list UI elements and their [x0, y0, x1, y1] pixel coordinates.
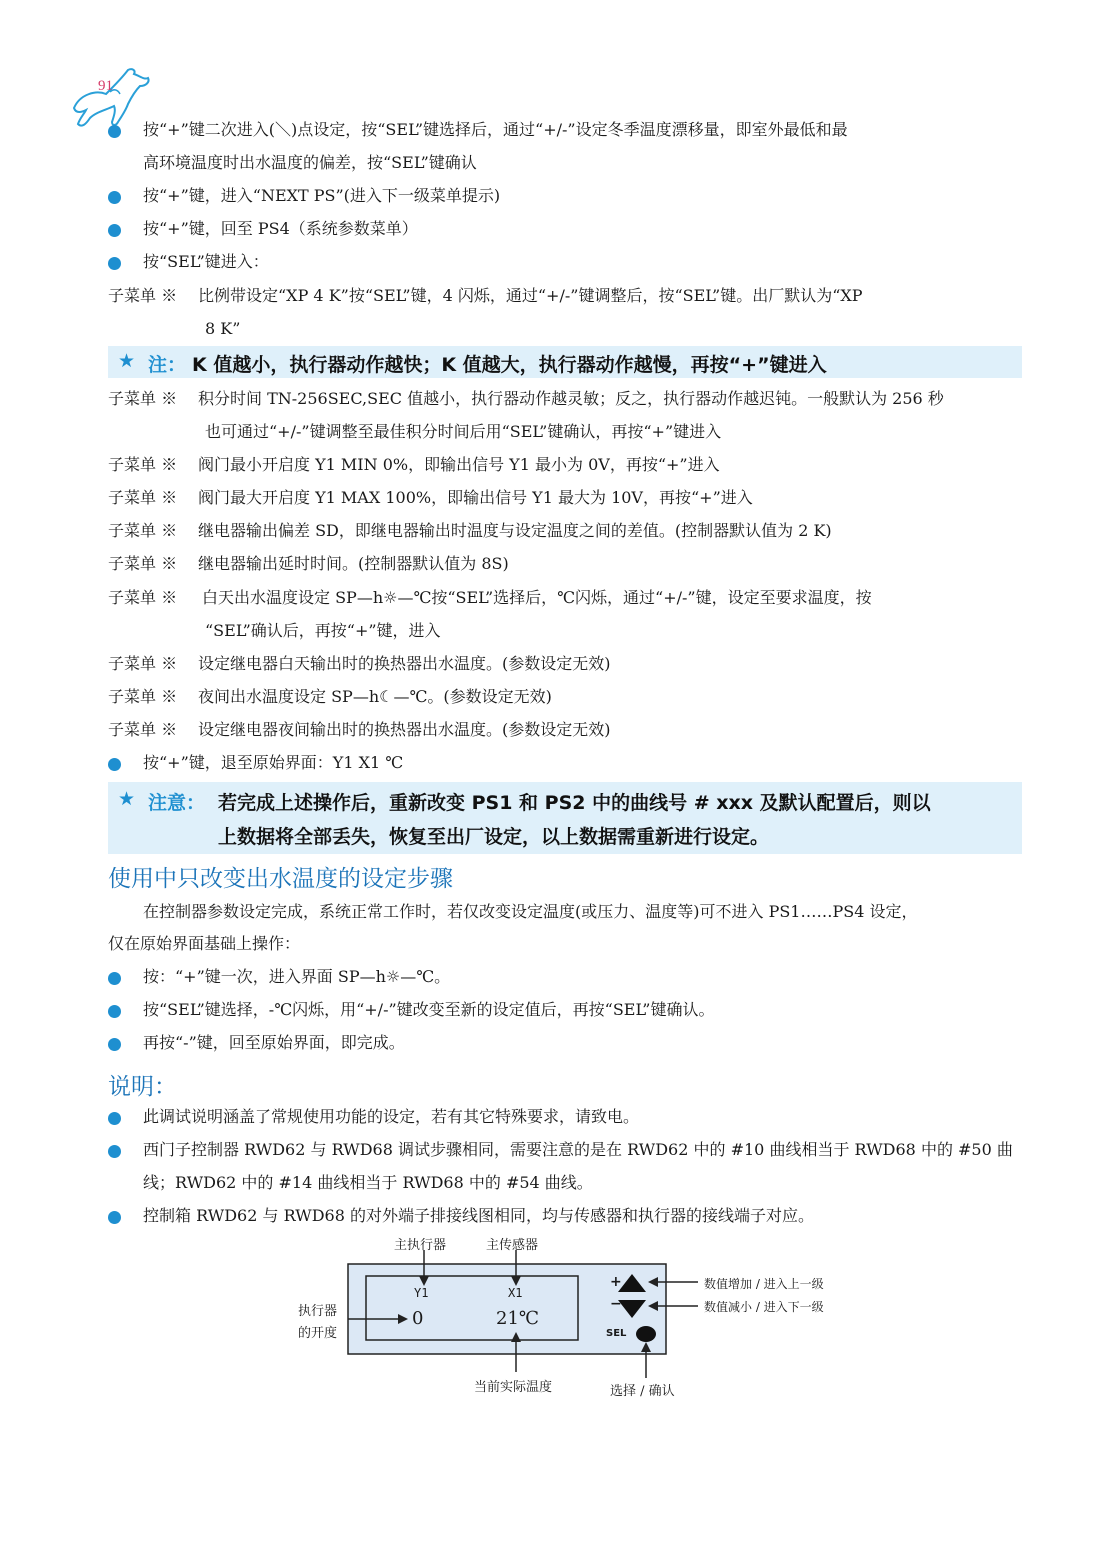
submenu-prefix: 子菜单 ※ [108, 554, 178, 573]
label-opening-2: 的开度 [298, 1326, 338, 1341]
bullet-icon [108, 191, 121, 204]
lcd-display [366, 1276, 578, 1340]
label-main-actuator: 主执行器 [394, 1238, 447, 1253]
intro-bullet-1: 按“+”键二次进入(＼)点设定，按“SEL”键选择后，通过“+/-”设定冬季温度漂移量，即室外最低和最 [143, 120, 848, 139]
star-icon: ★ [118, 788, 136, 810]
submenu-2-cont: 也可通过“+/-”键调整至最佳积分时间后用“SEL”键确认，再按“+”键进入 [205, 422, 722, 441]
submenu-prefix: 子菜单 ※ [108, 455, 178, 474]
sel-label: SEL [606, 1328, 627, 1339]
submenu-prefix: 子菜单 ※ [108, 654, 178, 673]
section-1-bullet-2: 按“SEL”键选择，-℃闪烁，用“+/-”键改变至新的设定值后，再按“SEL”键确认。 [143, 1000, 715, 1019]
submenu-prefix: 子菜单 ※ [108, 286, 178, 305]
submenu-prefix: 子菜单 ※ [108, 488, 178, 507]
submenu-prefix: 子菜单 ※ [108, 389, 178, 408]
bullet-icon [108, 224, 121, 237]
bullet-icon [108, 972, 121, 985]
note-box-2 [108, 782, 1022, 854]
section-1-para-1: 在控制器参数设定完成，系统正常工作时，若仅改变设定温度(或压力、温度等)可不进入 PS1……PS4 设定， [143, 902, 918, 921]
submenu-7-cont: “SEL”确认后，再按“+”键，进入 [205, 621, 441, 640]
label-opening-1: 执行器 [298, 1304, 338, 1319]
label-current-temperature: 当前实际温度 [474, 1380, 553, 1395]
submenu-9: 夜间出水温度设定 SP—h☾—℃。(参数设定无效) [198, 687, 552, 706]
bullet-icon [108, 1211, 121, 1224]
display-y1-label: Y1 [414, 1286, 429, 1300]
intro-bullet-1-cont: 高环境温度时出水温度的偏差，按“SEL”键确认 [143, 153, 477, 172]
bullet-icon [108, 1005, 121, 1018]
plus-label: + [610, 1274, 622, 1290]
label-select-confirm: 选择 / 确认 [610, 1384, 675, 1399]
note-box-1 [108, 346, 1022, 378]
submenu-10: 设定继电器夜间输出时的换热器出水温度。(参数设定无效) [198, 720, 611, 739]
controller-diagram [280, 1230, 860, 1405]
label-main-sensor: 主传感器 [486, 1238, 539, 1253]
display-x1-label: X1 [508, 1286, 523, 1300]
submenu-prefix: 子菜单 ※ [108, 687, 178, 706]
submenu-4: 阀门最大开启度 Y1 MAX 100%，即输出信号 Y1 最大为 10V，再按“+”进入 [198, 488, 753, 507]
back-bullet: 按“+”键，退至原始界面：Y1 X1 ℃ [143, 753, 404, 772]
section-1-para-2: 仅在原始界面基础上操作： [108, 934, 301, 953]
sel-button-icon [636, 1326, 656, 1342]
bullet-icon [108, 1038, 121, 1051]
bullet-icon [108, 1145, 121, 1158]
section-2-bullet-3: 控制箱 RWD62 与 RWD68 的对外端子排接线图相同，均与传感器和执行器的接线端子对应。 [143, 1206, 815, 1225]
section-2-title: 说明： [108, 1074, 177, 1100]
submenu-2: 积分时间 TN-256SEC,SEC 值越小，执行器动作越灵敏；反之，执行器动作越迟钝。一般默认为 256 秒 [198, 389, 944, 408]
section-2-bullet-2-cont: 线；RWD62 中的 #14 曲线相当于 RWD68 中的 #54 曲线。 [143, 1173, 593, 1192]
page-number: 91 [98, 78, 113, 94]
submenu-3: 阀门最小开启度 Y1 MIN 0%，即输出信号 Y1 最小为 0V，再按“+”进入 [198, 455, 720, 474]
note-2-label: 注意： [148, 792, 206, 814]
bullet-icon [108, 257, 121, 270]
note-2-line-1: 若完成上述操作后，重新改变 PS1 和 PS2 中的曲线号 # xxx 及默认配置后，则以 [218, 792, 931, 814]
bullet-icon [108, 758, 121, 771]
submenu-7: 白天出水温度设定 SP—h☼—℃按“SEL”选择后，℃闪烁，通过“+/-”键，设定至要求温度，按 [202, 588, 872, 607]
label-increase: 数值增加 / 进入上一级 [704, 1277, 824, 1291]
star-icon: ★ [118, 350, 136, 372]
submenu-5: 继电器输出偏差 SD，即继电器输出时温度与设定温度之间的差值。(控制器默认值为 2 K) [198, 521, 832, 540]
bullet-icon [108, 125, 121, 138]
bullet-icon [108, 1112, 121, 1125]
section-2-bullet-1: 此调试说明涵盖了常规使用功能的设定，若有其它特殊要求，请致电。 [143, 1107, 640, 1126]
minus-label: − [610, 1296, 622, 1312]
intro-bullet-3: 按“+”键，回至 PS4（系统参数菜单） [143, 219, 418, 238]
note-1-label: 注： [148, 354, 187, 376]
submenu-1: 比例带设定“XP 4 K”按“SEL”键，4 闪烁，通过“+/-”键调整后，按“SEL”键。出厂默认为“XP [198, 286, 863, 305]
submenu-prefix: 子菜单 ※ [108, 720, 178, 739]
submenu-6: 继电器输出延时时间。(控制器默认值为 8S) [198, 554, 509, 573]
intro-bullet-4: 按“SEL”键进入： [143, 252, 269, 271]
label-decrease: 数值减小 / 进入下一级 [704, 1300, 824, 1314]
section-2-bullet-2: 西门子控制器 RWD62 与 RWD68 调试步骤相同，需要注意的是在 RWD62 中的 #10 曲线相当于 RWD68 中的 #50 曲 [143, 1140, 1013, 1159]
section-1-bullet-1: 按：“+”键一次，进入界面 SP—h☼—℃。 [143, 967, 451, 986]
display-temperature-value: 21℃ [496, 1308, 540, 1329]
submenu-8: 设定继电器白天输出时的换热器出水温度。(参数设定无效) [198, 654, 611, 673]
note-2-line-2: 上数据将全部丢失，恢复至出厂设定，以上数据需重新进行设定。 [218, 826, 770, 848]
section-1-title: 使用中只改变出水温度的设定步骤 [108, 866, 453, 892]
submenu-prefix: 子菜单 ※ [108, 521, 178, 540]
display-opening-value: 0 [412, 1308, 424, 1329]
submenu-1-cont: 8 K” [205, 319, 241, 338]
submenu-prefix: 子菜单 ※ [108, 588, 178, 607]
intro-bullet-2: 按“+”键，进入“NEXT PS”(进入下一级菜单提示) [143, 186, 501, 205]
note-1-text: K 值越小，执行器动作越快；K 值越大，执行器动作越慢，再按“+”键进入 [192, 354, 827, 376]
section-1-bullet-3: 再按“-”键，回至原始界面，即完成。 [143, 1033, 405, 1052]
diagram-lines [280, 1230, 860, 1405]
